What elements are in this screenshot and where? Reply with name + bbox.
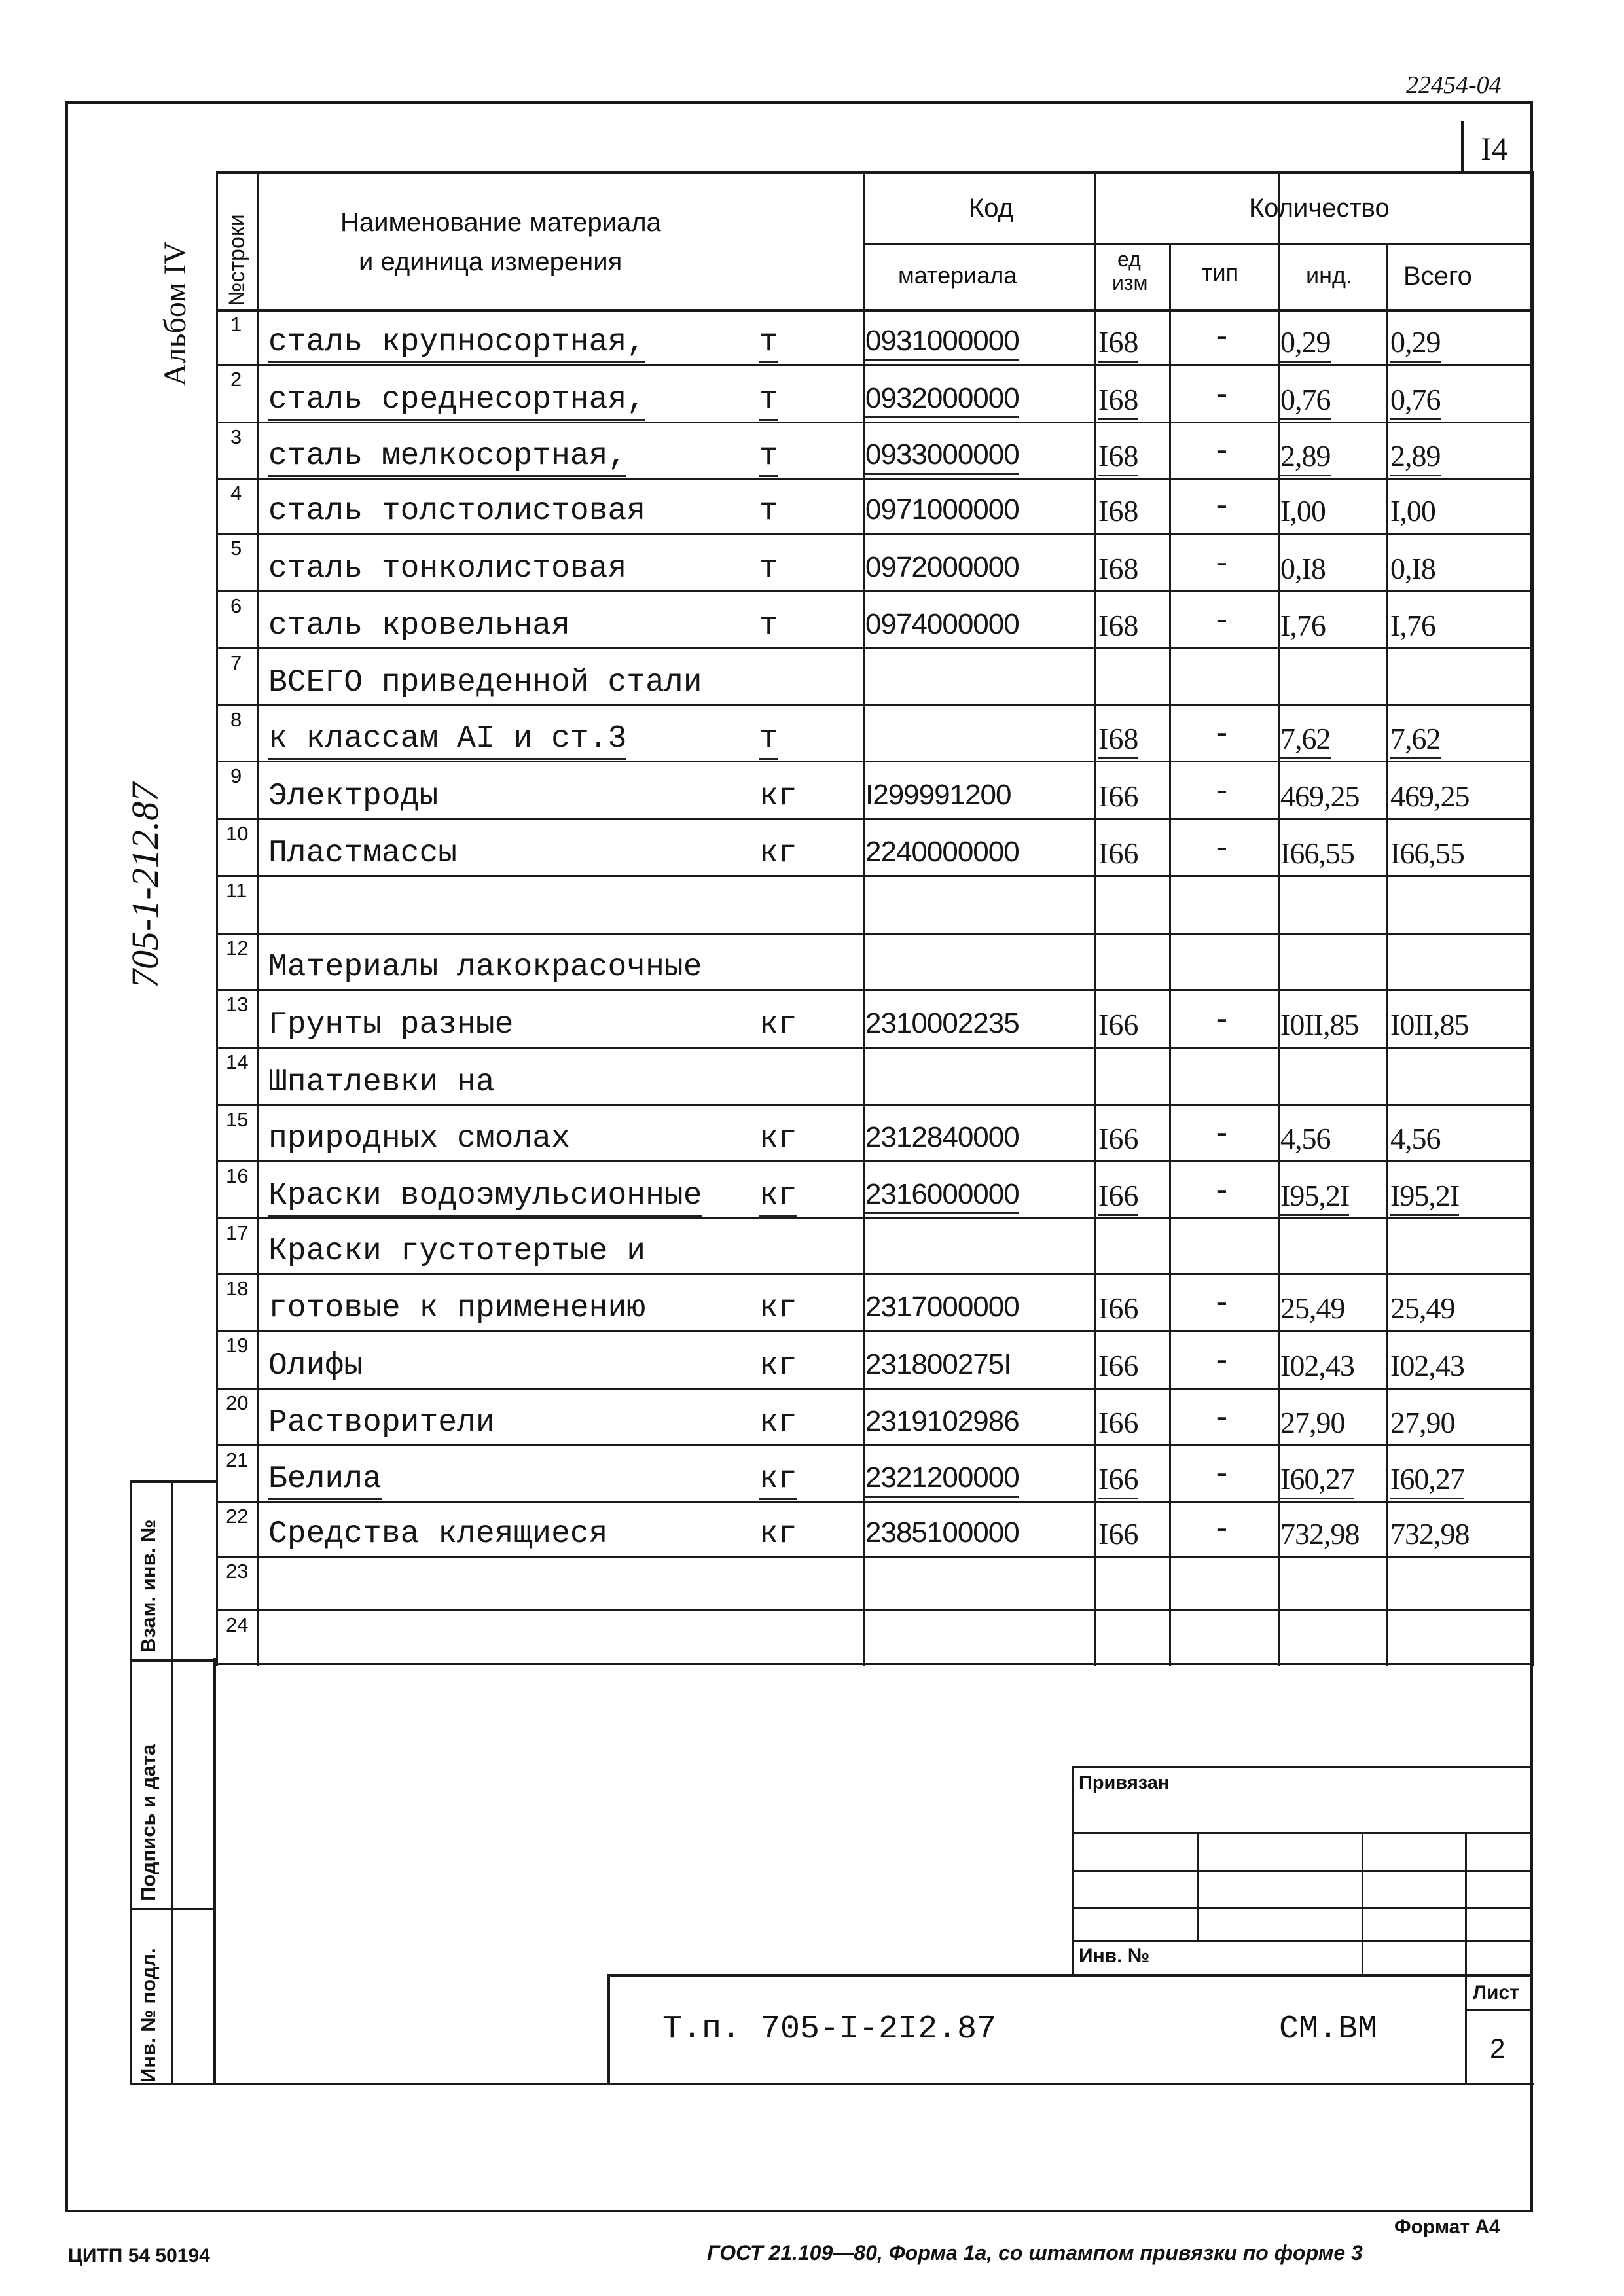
row-qty-ind: I0II,85	[1280, 1008, 1359, 1041]
row-unit: т	[759, 493, 778, 529]
col-line-4	[1169, 243, 1171, 1666]
side-label-inv-podl: Инв. № подл.	[137, 1948, 160, 2083]
row-qty-ind: I,76	[1280, 609, 1326, 642]
row-material-name: Средства клеящиеся	[268, 1516, 608, 1552]
row-number: 20	[226, 1391, 249, 1414]
row-unit: т	[759, 721, 778, 760]
row-qty-ind: 2,89	[1280, 439, 1331, 476]
row-unit: кг	[759, 1178, 797, 1217]
header-code-material: материала	[898, 262, 1017, 289]
side-panel-left	[130, 1480, 132, 2085]
header-code-unit-2: изм	[1112, 271, 1148, 295]
row-line-6	[216, 647, 1532, 649]
row-material-code: 0974000000	[865, 608, 1019, 640]
sheet-box-left	[1461, 121, 1464, 173]
row-material-name: природных смолах	[268, 1121, 570, 1157]
row-qty-total: 0,29	[1390, 325, 1441, 363]
frame-top	[65, 101, 1533, 104]
header-rownum: №строки	[225, 214, 249, 306]
header-code-unit-1: ед	[1117, 247, 1141, 271]
row-qty-type: -	[1212, 1401, 1231, 1437]
stamp-sheet-value: 2	[1490, 2033, 1506, 2064]
row-line-10	[216, 875, 1532, 877]
row-qty-type: -	[1212, 604, 1231, 639]
row-number: 3	[230, 425, 242, 448]
footer-format: Формат А4	[1394, 2216, 1500, 2238]
row-unit-code: I68	[1098, 552, 1139, 585]
stamp-inv-no: Инв. №	[1079, 1945, 1150, 1967]
row-unit: кг	[759, 1291, 797, 1326]
row-line-24	[216, 1663, 1532, 1665]
stamp-bind-r4	[1074, 1940, 1532, 1942]
row-number: 8	[230, 708, 242, 731]
row-unit: кг	[759, 1007, 797, 1043]
header-qty-total: Всего	[1403, 262, 1472, 291]
row-unit: т	[759, 608, 778, 643]
row-unit-code: I66	[1098, 836, 1139, 870]
header-mid-line	[863, 243, 1532, 245]
row-unit-code: I66	[1098, 1008, 1139, 1041]
row-material-name: Краски густотертые и	[268, 1234, 646, 1269]
row-unit-code: I66	[1098, 1291, 1139, 1325]
col-line-2	[863, 171, 865, 1666]
stamp-bind-c1	[1197, 1832, 1199, 1940]
row-material-code: I299991200	[865, 779, 1011, 811]
stamp-sheet-left	[1465, 1974, 1467, 2085]
row-material-code: 0933000000	[865, 439, 1019, 475]
stamp-bind-r1	[1074, 1832, 1532, 1834]
row-material-code: 2310002235	[865, 1007, 1019, 1039]
row-number: 22	[226, 1505, 249, 1528]
row-number: 11	[226, 879, 247, 902]
row-material-code: 2385100000	[865, 1516, 1019, 1549]
row-line-4	[216, 533, 1532, 535]
header-name-line2: и единица измерения	[359, 247, 623, 276]
row-material-code: 2312840000	[865, 1121, 1019, 1153]
row-qty-ind: I,00	[1280, 494, 1326, 528]
row-qty-type: -	[1212, 321, 1231, 356]
row-material-name: Краски водоэмульсионные	[268, 1178, 702, 1217]
stamp-bind-c3	[1465, 1832, 1467, 1975]
row-material-name: Растворители	[268, 1405, 495, 1441]
stamp-privyazan: Привязан	[1079, 1772, 1170, 1793]
frame-bottom	[65, 2210, 1533, 2212]
row-unit-code: I68	[1098, 609, 1139, 642]
row-qty-total: 4,56	[1390, 1122, 1441, 1155]
stamp-bind-r2	[1074, 1870, 1532, 1872]
stamp-title-left	[607, 1974, 610, 2085]
header-name-line1: Наименование материала	[340, 208, 661, 237]
stamp-bind-top	[1074, 1766, 1532, 1768]
side-label-vzam: Взам. инв. №	[137, 1519, 160, 1653]
row-qty-type: -	[1212, 717, 1231, 753]
row-qty-type: -	[1212, 490, 1231, 525]
stamp-mark: СМ.ВМ	[1279, 2011, 1378, 2048]
row-line-8	[216, 761, 1532, 762]
row-material-name: сталь среднесортная,	[268, 382, 645, 421]
row-unit-code: I66	[1098, 1462, 1138, 1499]
row-line-19	[216, 1388, 1532, 1390]
row-material-code: 2321200000	[865, 1462, 1019, 1498]
row-unit: т	[759, 382, 778, 421]
row-qty-ind: I66,55	[1280, 836, 1354, 870]
sheet-box-number: I4	[1481, 130, 1508, 167]
row-number: 15	[226, 1108, 249, 1131]
footer-left: ЦИТП 54 50194	[68, 2245, 210, 2267]
row-number: 16	[226, 1164, 249, 1187]
row-qty-ind: 732,98	[1280, 1517, 1360, 1551]
row-unit: т	[759, 551, 778, 586]
row-line-23	[216, 1609, 1532, 1611]
row-qty-type: -	[1212, 1287, 1231, 1322]
row-qty-ind: 25,49	[1280, 1291, 1345, 1325]
row-unit: т	[759, 325, 778, 363]
row-material-name: Грунты разные	[268, 1007, 514, 1043]
row-unit: кг	[759, 1405, 797, 1441]
side-label-podpis: Подпись и дата	[137, 1744, 160, 1901]
row-material-code: 2240000000	[865, 836, 1019, 868]
row-qty-type: -	[1212, 547, 1231, 583]
row-line-20	[216, 1444, 1532, 1446]
row-unit-code: I66	[1098, 1349, 1139, 1382]
row-line-15	[216, 1160, 1532, 1162]
side-panel-mid	[171, 1480, 173, 2085]
header-qty-type: тип	[1202, 259, 1239, 286]
lower-bottom-border	[130, 2083, 1534, 2085]
row-qty-total: I,00	[1390, 494, 1435, 528]
row-unit-code: I68	[1098, 494, 1139, 528]
row-material-code: 2316000000	[865, 1178, 1019, 1214]
stamp-title-top	[609, 1974, 1532, 1977]
row-qty-total: 0,76	[1390, 382, 1441, 420]
row-qty-total: I02,43	[1390, 1349, 1464, 1382]
row-qty-type: -	[1212, 1344, 1231, 1380]
row-line-16	[216, 1217, 1532, 1219]
row-material-name: Материалы лакокрасочные	[268, 950, 702, 985]
row-line-5	[216, 590, 1532, 592]
row-unit: кг	[759, 779, 797, 814]
row-qty-ind: 469,25	[1280, 780, 1360, 813]
row-unit: кг	[759, 836, 797, 871]
row-unit-code: I68	[1098, 439, 1138, 476]
row-material-name: к классам AI и ст.3	[268, 721, 626, 760]
row-number: 1	[230, 313, 242, 336]
footer-gost: ГОСТ 21.109—80, Форма 1а, со штампом привязки по форме 3	[707, 2241, 1363, 2265]
row-qty-type: -	[1212, 1513, 1231, 1548]
doc-number-top: 22454-04	[1406, 71, 1502, 99]
row-number: 12	[226, 937, 249, 960]
row-material-name: Белила	[268, 1462, 382, 1500]
row-material-code: 0971000000	[865, 493, 1019, 526]
row-line-9	[216, 818, 1532, 820]
row-qty-total: I60,27	[1390, 1462, 1464, 1499]
row-qty-ind: 4,56	[1280, 1122, 1331, 1155]
row-number: 7	[230, 651, 242, 674]
row-material-name: ВСЕГО приведенной стали	[268, 665, 702, 700]
row-qty-total: 25,49	[1390, 1291, 1455, 1325]
row-unit-code: I66	[1098, 1406, 1139, 1439]
row-unit-code: I68	[1098, 325, 1138, 363]
row-unit: кг	[759, 1121, 797, 1157]
frame-left	[65, 101, 68, 2212]
header-qty-ind: инд.	[1306, 262, 1352, 289]
col-line-0	[216, 171, 218, 1666]
row-number: 14	[226, 1050, 249, 1073]
row-unit-code: I66	[1098, 1178, 1138, 1216]
row-line-13	[216, 1047, 1532, 1049]
row-unit-code: I68	[1098, 721, 1138, 759]
lower-left-border	[213, 1658, 216, 2085]
row-qty-ind: 27,90	[1280, 1406, 1345, 1439]
row-material-name: сталь тонколистовая	[268, 551, 627, 586]
row-number: 21	[226, 1448, 249, 1471]
row-qty-ind: I60,27	[1280, 1462, 1354, 1499]
row-qty-type: -	[1212, 832, 1231, 867]
row-qty-total: I0II,85	[1390, 1008, 1469, 1041]
row-qty-type: -	[1212, 1003, 1231, 1039]
row-qty-total: I95,2I	[1390, 1178, 1459, 1216]
row-line-21	[216, 1501, 1532, 1503]
stamp-bind-c2	[1362, 1832, 1363, 1975]
row-unit: т	[759, 439, 778, 477]
row-material-code: 2317000000	[865, 1291, 1019, 1323]
row-number: 6	[230, 594, 242, 617]
row-qty-type: -	[1212, 435, 1231, 470]
row-unit-code: I66	[1098, 780, 1139, 813]
row-qty-ind: 0,76	[1280, 382, 1331, 420]
row-number: 5	[230, 537, 242, 560]
row-material-code: 0972000000	[865, 551, 1019, 583]
row-qty-total: 2,89	[1390, 439, 1441, 476]
row-number: 4	[230, 482, 242, 505]
row-material-code: 0931000000	[865, 325, 1019, 361]
row-line-17	[216, 1273, 1532, 1275]
row-qty-type: -	[1212, 775, 1231, 810]
row-qty-total: 27,90	[1390, 1406, 1455, 1439]
row-line-1	[216, 364, 1532, 366]
row-material-name: Олифы	[268, 1348, 363, 1384]
row-material-name: сталь толстолистовая	[268, 493, 646, 529]
row-material-name: сталь кровельная	[268, 608, 570, 643]
row-material-name: Электроды	[268, 779, 439, 814]
row-unit: кг	[759, 1462, 797, 1500]
row-line-2	[216, 422, 1532, 423]
stamp-designation: Т.п. 705-I-2I2.87	[662, 2011, 997, 2048]
row-number: 23	[226, 1560, 249, 1583]
row-qty-total: 732,98	[1390, 1517, 1470, 1551]
row-qty-ind: 7,62	[1280, 721, 1331, 759]
col-line-5	[1278, 171, 1280, 1666]
col-line-7	[1532, 171, 1534, 1666]
row-qty-type: -	[1212, 378, 1231, 414]
row-number: 10	[226, 822, 249, 845]
row-material-name: Шпатлевки на	[268, 1065, 495, 1100]
row-number: 13	[226, 993, 249, 1016]
header-code: Код	[969, 194, 1014, 223]
row-unit-code: I68	[1098, 382, 1138, 420]
row-number: 17	[226, 1221, 249, 1244]
row-qty-total: I66,55	[1390, 836, 1464, 870]
stamp-bind-r3	[1074, 1907, 1532, 1909]
row-qty-ind: I02,43	[1280, 1349, 1354, 1382]
table-top	[216, 171, 1532, 174]
col-line-1	[257, 171, 259, 1666]
row-material-name: Пластмассы	[268, 836, 458, 871]
row-qty-ind: 0,I8	[1280, 552, 1326, 585]
col-line-3	[1094, 171, 1096, 1666]
row-qty-ind: 0,29	[1280, 325, 1331, 363]
header-quantity: Количество	[1249, 194, 1390, 223]
row-qty-total: 0,I8	[1390, 552, 1435, 585]
row-line-12	[216, 989, 1532, 991]
album-label: Альбом IV	[158, 241, 192, 386]
row-unit-code: I66	[1098, 1122, 1139, 1155]
row-qty-total: 7,62	[1390, 721, 1441, 759]
row-number: 18	[226, 1277, 249, 1300]
row-number: 9	[230, 764, 242, 787]
row-material-name: сталь мелкосортная,	[268, 439, 626, 477]
row-qty-type: -	[1212, 1458, 1231, 1493]
row-line-18	[216, 1330, 1532, 1332]
side-project-number: 705-1-212.87	[124, 782, 166, 988]
row-qty-type: -	[1212, 1174, 1231, 1210]
row-line-3	[216, 478, 1532, 480]
row-qty-ind: I95,2I	[1280, 1178, 1349, 1216]
row-unit: кг	[759, 1516, 797, 1552]
col-line-6	[1386, 243, 1388, 1666]
stamp-sheet-div	[1465, 2009, 1533, 2011]
row-material-name: сталь крупносортная,	[268, 325, 645, 363]
row-line-11	[216, 933, 1532, 935]
row-qty-total: I,76	[1390, 609, 1435, 642]
stamp-sheet-label: Лист	[1473, 1982, 1519, 2003]
row-material-code: 2319102986	[865, 1405, 1019, 1437]
row-line-14	[216, 1104, 1532, 1106]
row-line-22	[216, 1556, 1532, 1558]
row-unit: кг	[759, 1348, 797, 1384]
row-material-name: готовые к применению	[268, 1291, 646, 1326]
header-bottom-line	[216, 309, 1532, 312]
row-number: 2	[230, 368, 242, 391]
row-material-code: 0932000000	[865, 382, 1019, 418]
row-material-code: 231800275I	[865, 1348, 1011, 1380]
row-line-7	[216, 704, 1532, 706]
row-unit-code: I66	[1098, 1517, 1139, 1551]
row-number: 19	[226, 1334, 249, 1357]
row-qty-total: 469,25	[1390, 780, 1470, 813]
row-qty-type: -	[1212, 1117, 1231, 1153]
row-number: 24	[226, 1613, 249, 1636]
